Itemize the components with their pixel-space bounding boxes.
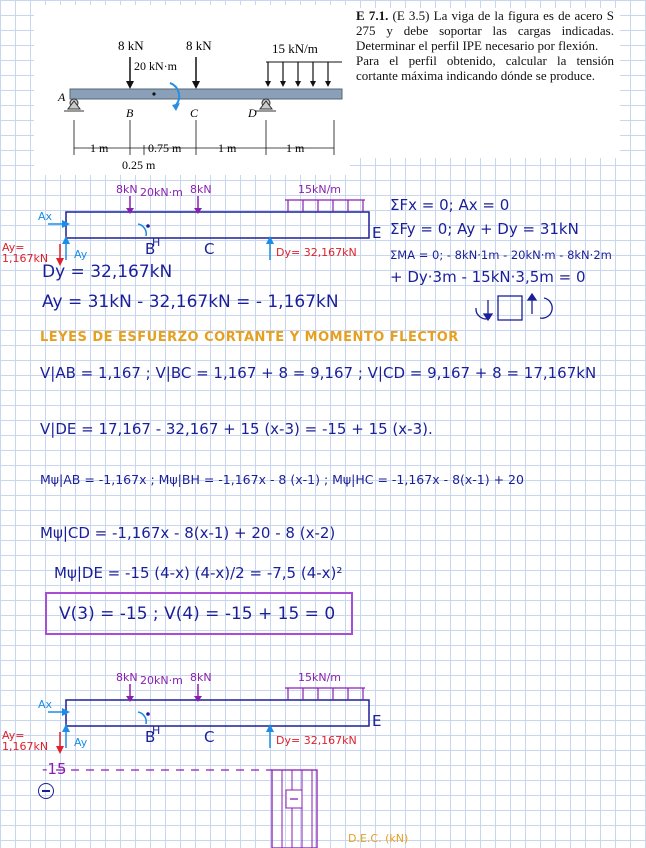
result-box: [45, 592, 353, 635]
problem-ref: (E 3.5): [392, 8, 430, 23]
law-moment-2: Mψ|CD = -1,167x - 8(x-1) + 20 - 8 (x-2): [40, 524, 336, 542]
sketch2-label-h: H: [152, 724, 161, 737]
sketch2-dist-load: 15kN/m: [298, 671, 342, 684]
sketch2-label-e: E: [372, 712, 382, 730]
fig-load-b-label: 8 kN: [118, 38, 144, 53]
eq-ay: Ay = 31kN - 32,167kN = - 1,167kN: [42, 292, 339, 312]
sketch2-ay-value: Ay= 1,167kN: [2, 729, 49, 753]
law-moment-3: Mψ|DE = -15 (4-x) (4-x)/2 = -7,5 (4-x)²: [54, 564, 343, 582]
problem-text: La viga de la figura es de acero S 275 y debe soportar las cargas indicadas. Determinar el perfil IPE necesario por flexión.: [356, 8, 615, 53]
negative-sign-icon: [38, 783, 54, 799]
sketch2-load-c: 8kN: [190, 671, 212, 684]
sign-convention-icon: [476, 294, 552, 320]
sketch1-label-b: B: [145, 240, 156, 258]
sketch1-load-b: 8kN: [116, 183, 138, 196]
sketch1-label-c: C: [204, 240, 215, 258]
sketch1-dist-load: 15kN/m: [298, 183, 342, 196]
sketch1-ay: Ay: [74, 248, 88, 261]
sketch1-dy-value: Dy= 32,167kN: [276, 246, 357, 259]
fig-dim-2: 0.75 m: [148, 141, 182, 155]
sketch1-ay-value: Ay= 1,167kN: [2, 241, 49, 265]
eq-sum-ma-2: + Dy·3m - 15kN·3,5m = 0: [390, 268, 586, 286]
sketch2-ax: Ax: [38, 698, 53, 711]
fig-dim-small: 0.25 m: [122, 158, 156, 172]
sketch2-dy-value: Dy= 32,167kN: [276, 734, 357, 747]
laws-title: LEYES DE ESFUERZO CORTANTE Y MOMENTO FLECTOR: [40, 330, 459, 345]
problem-text-2: Para el perfil obtenido, calcular la tensión cortante máxima indicando dónde se produce.: [356, 53, 614, 83]
fig-load-c-label: 8 kN: [186, 38, 212, 53]
sketch2-label-b: B: [145, 728, 156, 746]
fig-dist-load-label: 15 kN/m: [272, 41, 318, 56]
sketch2-load-b: 8kN: [116, 671, 138, 684]
eq-sum-fy: ΣFy = 0; Ay + Dy = 31kN: [390, 220, 579, 238]
shear-block: [272, 770, 317, 848]
fig-point-c: C: [190, 106, 199, 120]
sketch1-ax: Ax: [38, 210, 53, 223]
sketch2-label-c: C: [204, 728, 215, 746]
sketch1-label-e: E: [372, 224, 382, 242]
shear-diagram-label: D.E.C. (kN): [348, 832, 409, 845]
fig-point-b: B: [126, 106, 134, 120]
sketch1-label-h: H: [152, 236, 161, 249]
eq-sum-ma: ΣMA = 0; - 8kN·1m - 20kN·m - 8kN·2m: [390, 248, 612, 262]
sketch2-ay: Ay: [74, 736, 88, 749]
sketch2-moment: 20kN·m: [140, 674, 183, 687]
law-shear-2: V|DE = 17,167 - 32,167 + 15 (x-3) = -15 + 15 (x-3).: [40, 420, 433, 438]
sketch1-beam: [66, 212, 369, 238]
sketch1-moment: 20kN·m: [140, 186, 183, 199]
fig-dim-4: 1 m: [286, 141, 305, 155]
result-text: V(3) = -15 ; V(4) = -15 + 15 = 0: [59, 604, 336, 624]
law-shear-1: V|AB = 1,167 ; V|BC = 1,167 + 8 = 9,167 ; V|CD = 9,167 + 8 = 17,167kN: [40, 364, 597, 382]
fig-moment-label: 20 kN·m: [134, 59, 177, 73]
law-moment-1: Mψ|AB = -1,167x ; Mψ|BH = -1,167x - 8 (x-1) ; Mψ|HC = -1,167x - 8(x-1) + 20: [40, 472, 524, 487]
fig-dim-1: 1 m: [90, 141, 109, 155]
fig-point-d: D: [248, 106, 257, 120]
eq-dy: Dy = 32,167kN: [42, 262, 173, 282]
sketch1-load-c: 8kN: [190, 183, 212, 196]
sketch2-beam: [66, 700, 369, 726]
fig-dim-3: 1 m: [218, 141, 237, 155]
fig-point-a: A: [58, 90, 66, 104]
problem-number: E 7.1.: [356, 8, 389, 23]
eq-sum-fx: ΣFx = 0; Ax = 0: [390, 196, 510, 214]
shear-minus-15: -15: [42, 760, 67, 778]
